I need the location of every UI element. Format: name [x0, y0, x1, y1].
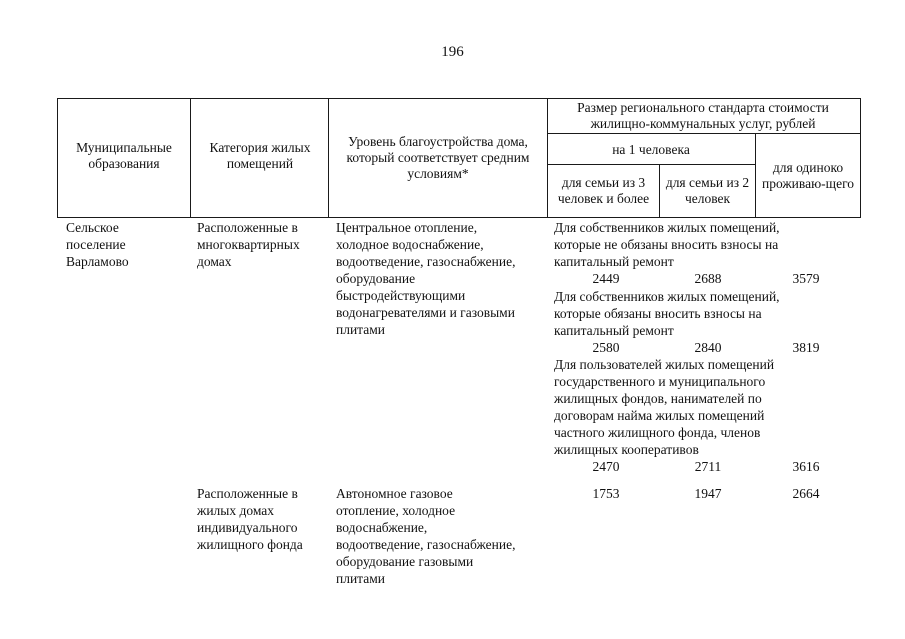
group2-label: Для собственников жилых помещений, которые обязаны вносить взносы на капитальный ремонт [554, 289, 780, 338]
header-per-person: на 1 человека [612, 142, 690, 157]
header-category: Категория жилых помещений [209, 140, 311, 171]
group1-value-family3: 2449 [592, 271, 620, 286]
header-single: для одиноко проживаю-щего [761, 160, 855, 191]
row2-value-family3: 1753 [592, 486, 620, 501]
header-family2: для семьи из 2 человек [665, 175, 750, 206]
row2-value-family2: 1947 [694, 486, 722, 501]
row1-municipality: Сельское поселение Варламово [66, 220, 129, 269]
group3-value-single: 3616 [792, 459, 820, 474]
header-group: Размер регионального стандарта стоимости жилищно-коммунальных услуг, рублей [577, 100, 829, 131]
row1-level: Центральное отопление, холодное водоснабжение, водоотведение, газоснабжение, оборудование быстродействующими водонагревателями и газовыми плитами [336, 220, 516, 337]
group3-label: Для пользователей жилых помещений государственного и муниципального жилищных фондов, нанимателей по договорам найма жилых помещений частного жилищного фонда, членов жилищных кооперативов [554, 357, 775, 457]
divider [547, 133, 860, 134]
header-family3: для семьи из 3 человек и более [557, 175, 650, 206]
header-level: Уровень благоустройства дома, который соответствует средним условиям* [346, 134, 530, 181]
row2-category: Расположенные в жилых домах индивидуального жилищного фонда [197, 486, 303, 552]
page-number: 196 [441, 44, 464, 60]
header-municipality: Муниципальные образования [76, 140, 172, 171]
group2-value-family2: 2840 [694, 340, 722, 355]
group1-value-family2: 2688 [694, 271, 722, 286]
divider [328, 98, 329, 218]
group1-label: Для собственников жилых помещений, которые не обязаны вносить взносы на капитальный ремонт [554, 220, 780, 269]
divider [755, 133, 756, 218]
group3-value-family2: 2711 [694, 459, 722, 474]
group2-value-single: 3819 [792, 340, 820, 355]
group1-value-single: 3579 [792, 271, 820, 286]
row2-level: Автономное газовое отопление, холодное водоснабжение, водоотведение, газоснабжение, оборудование газовыми плитами [336, 486, 516, 586]
row1-category: Расположенные в многоквартирных домах [197, 220, 300, 269]
row2-value-single: 2664 [792, 486, 820, 501]
group2-value-family3: 2580 [592, 340, 620, 355]
group3-value-family3: 2470 [592, 459, 620, 474]
divider [190, 98, 191, 218]
